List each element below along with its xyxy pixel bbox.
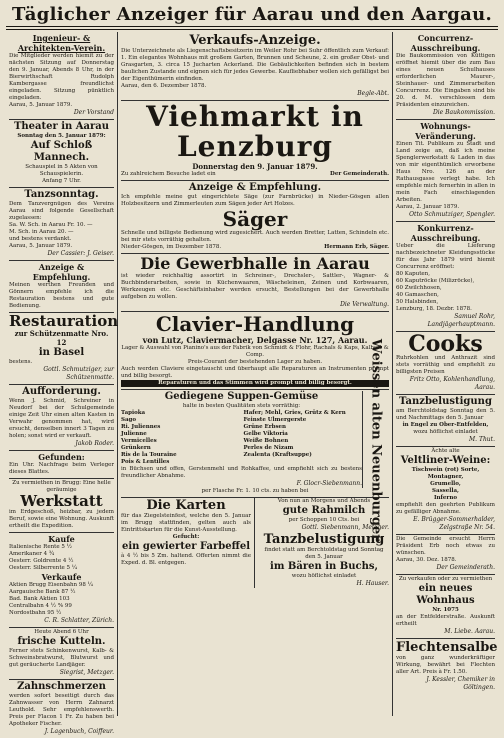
ad-aufforderung (9, 385, 114, 451)
ad-suppe-title: Gediegene Suppen-Gemüse (164, 391, 319, 402)
masthead-rule (6, 26, 498, 30)
ad-suppe-list-right (244, 410, 363, 466)
ad-veltliner-title: Veltliner-Weine: (400, 455, 491, 466)
ad-suppe-item: Feinste Ulmergerste (243, 417, 307, 423)
ad-viehmarkt-sig: Der Gemeinderath. (330, 171, 389, 177)
ad-tanzsonntag-row1: Sa. W. Sch. in Aarau Fr. 10. — (9, 222, 93, 228)
ad-concurrenz-title: Concurrenz-Ausschreibung. (410, 33, 481, 53)
ad-gefunden (9, 451, 114, 479)
ad-saeger-name: Säger (222, 207, 288, 231)
ad-gewerbe-body: ist wieder reichhaltig assortirt in Schreiner-, Drechsler-, Sattler-, Wagner- & Buchbinderarbeiten, sowie in Küchenwaaren, Wäscheleinen, Zeinen und Korbwaaren, Werkzeugen etc. Geschäftsinhaber werden ersucht, Bestellungen bei der Gewerbhalle aufgeben zu wollen. (121, 273, 389, 300)
ad-neuenburger (362, 338, 389, 541)
ad-tanzb-note: wozu höflichst einladet (413, 429, 478, 435)
ad-veltliner-item: Inferno (433, 495, 457, 501)
ad-wohnhaus-sig: M. Liebe. Aarau. (444, 628, 495, 635)
ad-kaufe (9, 533, 114, 628)
ad-kutteln (9, 628, 114, 680)
ad-theater-body: Schauspiel in 5 Akten von Schauspielerin. (25, 164, 98, 177)
ad-suppe-item: Hafer; Mehl, Gries, Grütz & Kern (243, 410, 346, 416)
ad-tanzbel-title: Tanzbelustigung (263, 532, 385, 547)
ad-rahmilch-body: per Schoppen 10 Cts. bei (288, 517, 360, 523)
ad-theater-title: Theater in Aarau (13, 121, 110, 132)
ad-veltliner-lead: Ächte alte (431, 448, 460, 454)
ad-cooks-title: Cooks (408, 331, 483, 357)
ad-suppe-item: Perles de Nizam (243, 445, 294, 451)
ad-wohnhaus-sub: Nr. 1075 (432, 607, 459, 613)
ad-tanzbel-sig: H. Hauser. (356, 580, 389, 587)
ad-tanzsonntag-row2: M. Sch. in Aarau 20. — (9, 229, 74, 235)
ad-tanzb-place: in Engel zu Ober-Entfelden, (402, 422, 489, 428)
ad-wohnung-date: Aarau, 2. Januar 1879. (396, 204, 460, 210)
ad-karten-body: für das Ziegelsteinfest, welche den 5. Januar im Brugg stattfinden, gelten auch als Eintrittskarten für die Kunst-Ausstellung. (121, 513, 251, 533)
ad-konkurs-sig: Samuel Rohr, Landjägerhauptmann. (427, 313, 495, 328)
ad-gefucht-title: ein gewierter Farbeffel (121, 541, 251, 552)
ad-tanzb-title: Tanzbelustigung (399, 396, 492, 407)
ad-gefucht-body: à 4 ½ bis 5 Zm. haltend. Offerten nimmt die Exped. d. Bl. entgegen. (121, 553, 251, 566)
ad-cooks-sig: Fritz Otto, Kohlenhandlung, Aarau. (409, 376, 495, 391)
ad-kaufe-row: Amerikaner 4 ¾ (9, 551, 55, 557)
column-right (393, 32, 498, 716)
ad-verkauf-title: Verkaufs-Anzeige. (189, 33, 321, 48)
ad-empfehlung (9, 261, 114, 313)
ad-veltliner-item: Grumello, (430, 481, 461, 487)
ad-viehmarkt-note: Zu zahlreichem Besuche ladet ein (121, 171, 216, 177)
ad-saeger-title: Anzeige & Empfehlung. (188, 182, 322, 193)
ad-verkauf-body: Die Unterzeichnete als Liegenschaftsbesitzerin im Weiler Rohr bei Suhr öffentlich zum Verkauf: 1. Ein elegantes Wohnhaus mit großem Garten, Brunnen und Scheune, 2. ein großer Obst- und Grasgarten, 3. circa 15 Jucharten Ackerland. Die Gebäulichkeiten befinden sich in bestem baulichen Zustande und eignen sich für jedes Gewerbe. Kaufliebhaber wollen sich gefälligst bei der Eigenthümerin einfinden. (121, 48, 389, 82)
ad-aufforderung-title: Aufforderung. (22, 386, 101, 397)
ad-kutteln-sig: Siegrist, Metzger. (59, 669, 114, 676)
ad-theater (9, 120, 114, 188)
ad-kutteln-lead: Heute Abend 6 Uhr (34, 629, 89, 635)
ad-viehmarkt-title: Viehmarkt in Lenzburg (146, 100, 364, 163)
ad-clavier-body: Auch werden Claviere eingetauscht und überhaupt alle Reparaturen an Instrumenten prompt und billig besorgt. (121, 366, 389, 379)
masthead: Täglicher Anzeiger für Aarau und den Aargau. (11, 4, 493, 25)
ad-theater-line1: Sonntag den 5. Januar 1879: (17, 133, 106, 139)
ad-viehmarkt-line: Donnerstag den 9. Januar 1879. (192, 162, 318, 171)
ad-restauration-sig: Gottl. Schmutziger, zur Schützenmatte. (43, 366, 114, 381)
ad-konkurs-title: Konkurrenz-Ausschreibung. (410, 223, 481, 243)
ad-suppe-item: Zealenta (Kraftsuppe) (243, 452, 312, 458)
ad-zahn-title: Zahnschmerzen (17, 681, 106, 692)
ad-konkurs-body: Ueber die Lieferung nachbezeichneter Kleidungsstücke für das Jahr 1879 wird hiemit Concurrenz eröffnet: (396, 243, 495, 270)
ad-tanzsonntag-title: Tanzsonntag. (24, 189, 99, 200)
ad-wohnung-title: Wohnungs-Veränderung. (415, 121, 476, 141)
ad-clavier (121, 312, 389, 390)
ad-suppe-item: Julienne (121, 431, 147, 437)
ad-gefunden-title: Gefunden: (38, 452, 85, 462)
ad-verkaufe-row: Nordostbahn 95 ½ (9, 610, 62, 616)
ad-tanzbel-note: wozu höflichst einladet (291, 573, 357, 579)
ad-kaufe-row: Oesterr. Silberrente 5 ¼ (9, 565, 78, 571)
ad-verkaufe-row: Aargauische Bank 87 ½ (9, 589, 76, 595)
ad-tanzb-body: am Berchtoldstag Sonntag den 5. und Nachmittags den 5. Januar (396, 408, 495, 421)
ad-empfehlung-title: Anzeige & Empfehlung. (32, 262, 91, 282)
ad-tanzsonntag-sig: Der Cassier: J. Geiser. (47, 250, 114, 257)
ad-clavier-sub: von Lutz, Claviermacher, Delgasse Nr. 127, Aarau. (142, 335, 368, 345)
ad-wohnung (396, 120, 495, 222)
ad-kutteln-title: frische Kutteln. (17, 636, 106, 647)
ad-tanzsonntag-date: Aarau, 5. Januar 1879. (9, 243, 73, 249)
ad-gewerbe (121, 254, 389, 312)
ad-saeger-body: Ich empfehle meine gut eingerichtete Säge (zur Farnbrücke) in Nieder-Gösgen allen Holzbesitzern und Zimmerleuten zum Sägen jeder Art Holzes. (121, 194, 389, 207)
ad-neuenburger-note: per Flasche Fr. 1. 10 cts. zu haben bei (201, 488, 309, 494)
ad-veltliner-sig: E. Brügger-Sommerhalder, Zelgstraße Nr. 54. (413, 516, 495, 531)
ad-werkstatt-lead: Zu vermiethen in Brugg: Eine helle geräumige (12, 480, 111, 493)
ad-konkurs-row: 50 Halsbinden, (396, 299, 439, 305)
ad-verein-sig: Der Vorstand (73, 109, 114, 116)
ad-concurrenz-body: Die Baukommission von Küttigen eröffnet hiemit über die zum Bau eines neuen Schulhauses erforderlichen Maurer-, Steinhauer- und Zimmerarbeiten Concurrenz. Die Eingaben sind bis 20. d. M. verschlossen dem Präsidenten einzureichen. (396, 53, 495, 108)
ad-gefunden-body: Ein Uhr. Nachfrage beim Verleger dieses Blattes. (9, 462, 114, 475)
ad-kaufe-sig: C. R. Schlatter, Zürich. (44, 617, 114, 624)
ad-suppe-list-left (121, 410, 240, 466)
ad-aufforderung-body: Wenn J. Schmid, Schreiner in Neudorf bei der Schulgemeinde einige Zeit Uhr einen alten Kasten in Verwahr genommen hat, wird ersucht, denselben innert 3 Tagen zu holen; sonst wird er verkauft. (9, 398, 114, 439)
ad-verkaufe-row: Bad. Bank Aktien 103 (9, 596, 70, 602)
ad-suppe-main (121, 391, 362, 488)
ad-viehmarkt (121, 101, 389, 181)
ad-tanzbel-place: im Bären in Buchs, (270, 561, 378, 572)
ad-konkurs-row: 60 Kaputröcke (Milizröcke), (396, 278, 475, 284)
ad-verkaufe-title: Verkaufe (41, 572, 82, 582)
ad-suppe-item: Ris de la Touraine (121, 452, 177, 458)
ad-wohnhaus-body: an der Entfelderstraße. Auskunft ertheilt (396, 614, 495, 627)
ad-restauration-note: bestens. (9, 359, 33, 365)
ad-gemeinde-body: Die Gemeinde ersucht Herrn Präsident Erb noch etwas zu wünschen. (396, 536, 495, 556)
ad-gewerbe-sig: Die Verwaltung. (340, 301, 389, 308)
ad-concurrenz-sig: Die Baukommission. (432, 109, 495, 116)
ad-saeger-body2: Schnelle und billigste Bedienung wird zugesichert. Auch werden Bretter, Latten, Schindeln etc. bei mir stets vorräthig gehalten. (121, 230, 389, 243)
ad-verein-title: Ingenieur- & Architekten-Verein. (17, 33, 106, 53)
ad-verein (9, 32, 114, 120)
ad-karten-sig: Gefucht: (172, 534, 200, 540)
ad-suppe-item: Ri. Juliennes (121, 424, 161, 430)
ad-wohnhaus-title: ein neues Wohnhaus (416, 583, 475, 606)
ad-verkauf-sig: Begle-Abt. (357, 90, 389, 97)
ad-tanzb (396, 395, 495, 447)
ad-veltliner-item: Tischwein (rot) Sorte, (411, 467, 480, 473)
ad-karten-title: Die Karten (146, 498, 226, 513)
ad-rahmilch-sig: Gottl. Siebenmann, Metzger. (301, 524, 389, 531)
ad-saeger (121, 181, 389, 254)
ad-clavier-line: Lager & Auswahl von Pianino's aus der Fabrik von Schmidt & Flohr, Rachals & Kaps, Kalbert & Comp. (121, 345, 389, 358)
ad-verein-body: Die Mitglieder werden hiemit zu der nächsten Sitzung auf Donnerstag den 9. Januar, Abends 8 Uhr, in der Bierwirthschaft Rudolph Kambergasse freundlichst eingeladen. Sitzung pünktlich eingeladen. (9, 53, 114, 101)
ad-concurrenz (396, 32, 495, 120)
ad-bottom-left (121, 498, 255, 588)
ad-suppe-item: Tapioka (121, 410, 146, 416)
ad-tanzsonntag-body: Dem Tanzvergnügen des Vereins Aarau sind folgende Gesellschaft zugelassen: (9, 201, 114, 221)
ad-kaufe-row: Oesterr. Goldrente 4 ½ (9, 558, 74, 564)
ad-kutteln-body: Ferner stets Schinkenwurst, Kalb- & Schweinsbratwurst, Blutwurst und gut geräucherte Landjäger. (9, 648, 114, 668)
ad-suppe-sig: F. Glocr-Siebenmann. (296, 480, 362, 487)
ad-tanzbel-body: findet statt am Berchtoldstag und Sonntag den 5. Januar (264, 547, 384, 560)
ad-suppe-note: in Büchsen und offen, Gerstenmehl und Rohkaffee, und empfiehlt sich zu bestens freundlicher Abnahme. (121, 466, 362, 479)
ad-theater-play: Auf Schloß Mannech. (30, 140, 93, 163)
ad-suppe-item: Gelbe Viktoria (243, 431, 288, 437)
ad-flechten-sig: J. Kessler, Chemiker in Göltingen. (426, 676, 495, 691)
ad-verkaufe-row: Centralbahn 4 ½ % 99 (9, 603, 72, 609)
ad-verkauf (121, 32, 389, 101)
ad-aufforderung-sig: Jakob Roder. (75, 440, 114, 447)
ad-konkurs (396, 222, 495, 332)
ad-gemeinde-date: Aarau, 30. Dez. 1878. (396, 557, 457, 563)
ad-suppe-body: halte in besten Qualitäten stets vorräthig: (182, 403, 301, 409)
ad-wohnung-sig: Otto Schmutziger, Spengler. (409, 211, 495, 218)
ad-kaufe-row: Italienische Rente 5 ½ (9, 544, 72, 550)
ad-restauration-place: in Basel (38, 347, 85, 358)
ad-neuenburger-title: Weissen alten Neuenburger (368, 338, 384, 541)
ad-flechten-title: Flechtensalbe (396, 640, 498, 655)
ad-viehmarkt-footer (121, 171, 389, 178)
ad-wohnung-body: Einen Tit. Publikum zu Stadt und Land zeige an, daß ich meine Spenglerwerkstatt & Laden in das von mir eigenthümlich erworbene Haus Nro. 126 an der Rathausgasse verlegt habe. Ich empfehle mich fernerhin in allen in mein Fach einschlagenden Arbeiten. (396, 141, 495, 203)
ad-tanzb-sig: M. Thut. (468, 436, 495, 443)
ad-saeger-footer (121, 244, 389, 251)
ad-clavier-title: Clavier-Handlung (155, 312, 355, 336)
ad-flechten-body: von ganz wunderkräftiger Wirkung, bewährt bei Flechten aller Art. Preis à Fr. 1.50. (396, 655, 495, 675)
ad-suppe-item: Grüne Erbsen (243, 424, 287, 430)
ad-verein-date: Aarau, 5. Januar 1879. (9, 102, 73, 108)
ad-theater-note: Anfang 7 Uhr. (42, 178, 81, 184)
ad-restauration (9, 312, 119, 385)
ad-konkurs-date: Lenzburg, 18. Dezbr. 1878. (396, 306, 472, 312)
ad-gemeinde (396, 535, 495, 575)
ad-veltliner-item: Sassella, (432, 488, 459, 494)
ad-bottom-row (121, 498, 389, 588)
column-left (6, 32, 119, 735)
ad-wohnhaus (396, 575, 495, 639)
ad-kaufe-title: Kaufe (48, 534, 75, 544)
ad-cooks-body: Ruhrkohlen und Anthrazit sind stets vorräthig und empfiehlt zu billigsten Preisen (396, 355, 495, 375)
ad-suppe-item: Vermicelles (121, 438, 157, 444)
ad-clavier-line2: Preis-Courant der bestehenden Lager zu haben. (187, 359, 323, 365)
ad-zahn-sig: J. Lagenbuch, Coiffeur. (44, 728, 114, 735)
ad-suppe-item: Sago (121, 417, 137, 423)
ad-veltliner-body: empfiehlt den geehrten Publikum zu gefälliger Abnahme. (396, 502, 495, 515)
ad-saeger-date: Nieder-Gösgen, im Dezember 1878. (121, 244, 222, 250)
ad-werkstatt-body: im Erdgeschoß, heizbar, zu jedem Beruf, sowie eine Wohnung. Auskunft ertheilt die Expedition. (9, 509, 114, 529)
ad-konkurs-row: 40 Gamaschen, (396, 292, 439, 298)
ad-empfehlung-body: Meinen werthen Freunden und Gönnern empfehle ich die Restauration bestens und gute Bedienung. (9, 282, 114, 309)
ad-clavier-bar: Reparaturen und das Stimmen wird prompt und billig besorgt. (121, 380, 389, 387)
ad-werkstatt (9, 479, 114, 533)
ad-veltliner (396, 447, 495, 535)
ad-suppe-item: Grünkern (121, 445, 151, 451)
columns (6, 32, 498, 735)
ad-rahmilch-title: gute Rahmilch (282, 505, 366, 516)
ad-tanzsonntag-thanks: und bestens verdankt. (9, 236, 72, 242)
ad-verkaufe-row: Aktien Brugg Eisenbahn 98 ¼ (9, 582, 93, 588)
column-middle (118, 32, 393, 716)
ad-werkstatt-title: Werkstatt (20, 492, 103, 510)
ad-suppe-item: Weiße Bohnen (243, 438, 289, 444)
ad-rahmilch-lead: Von nun an Morgens und Abends (277, 498, 371, 504)
ad-veltliner-item: Montagner, (427, 474, 464, 480)
ad-gemeinde-sig: Der Gemeinderath. (436, 564, 495, 571)
ad-restauration-sub: zur Schützenmatte Nro. 12 (14, 329, 109, 347)
ad-restauration-title: Restauration (9, 312, 119, 330)
ad-gewerbe-title: Die Gewerbhalle in Aarau (140, 254, 370, 273)
ad-suppe-lists (121, 410, 362, 466)
ad-flechten (396, 639, 498, 694)
ad-konkurs-row: 60 Zwilchhosen, (396, 285, 442, 291)
ad-zahn (9, 680, 114, 738)
ad-saeger-sig: Hermann Erb, Säger. (324, 244, 389, 250)
ad-verkauf-date: Aarau, den 6. Dezember 1878. (121, 83, 207, 89)
ad-konkurs-row: 80 Kaputen, (396, 271, 430, 277)
ad-wohnhaus-lead: Zu verkaufen oder zu vermiethen (398, 576, 493, 582)
ad-cooks (396, 332, 495, 395)
ad-suppe-item: Pois & Lentilles (121, 459, 170, 465)
ad-tanzsonntag (9, 188, 114, 261)
ad-zahn-body: werden sofort beseitigt durch das Zahnwasser von Herrn Zahnarzt Leuthold. Sehr empfehlenswerth. Preis per Flacon 1 Fr. Zu haben bei Apotheker Fischer. (9, 693, 114, 727)
